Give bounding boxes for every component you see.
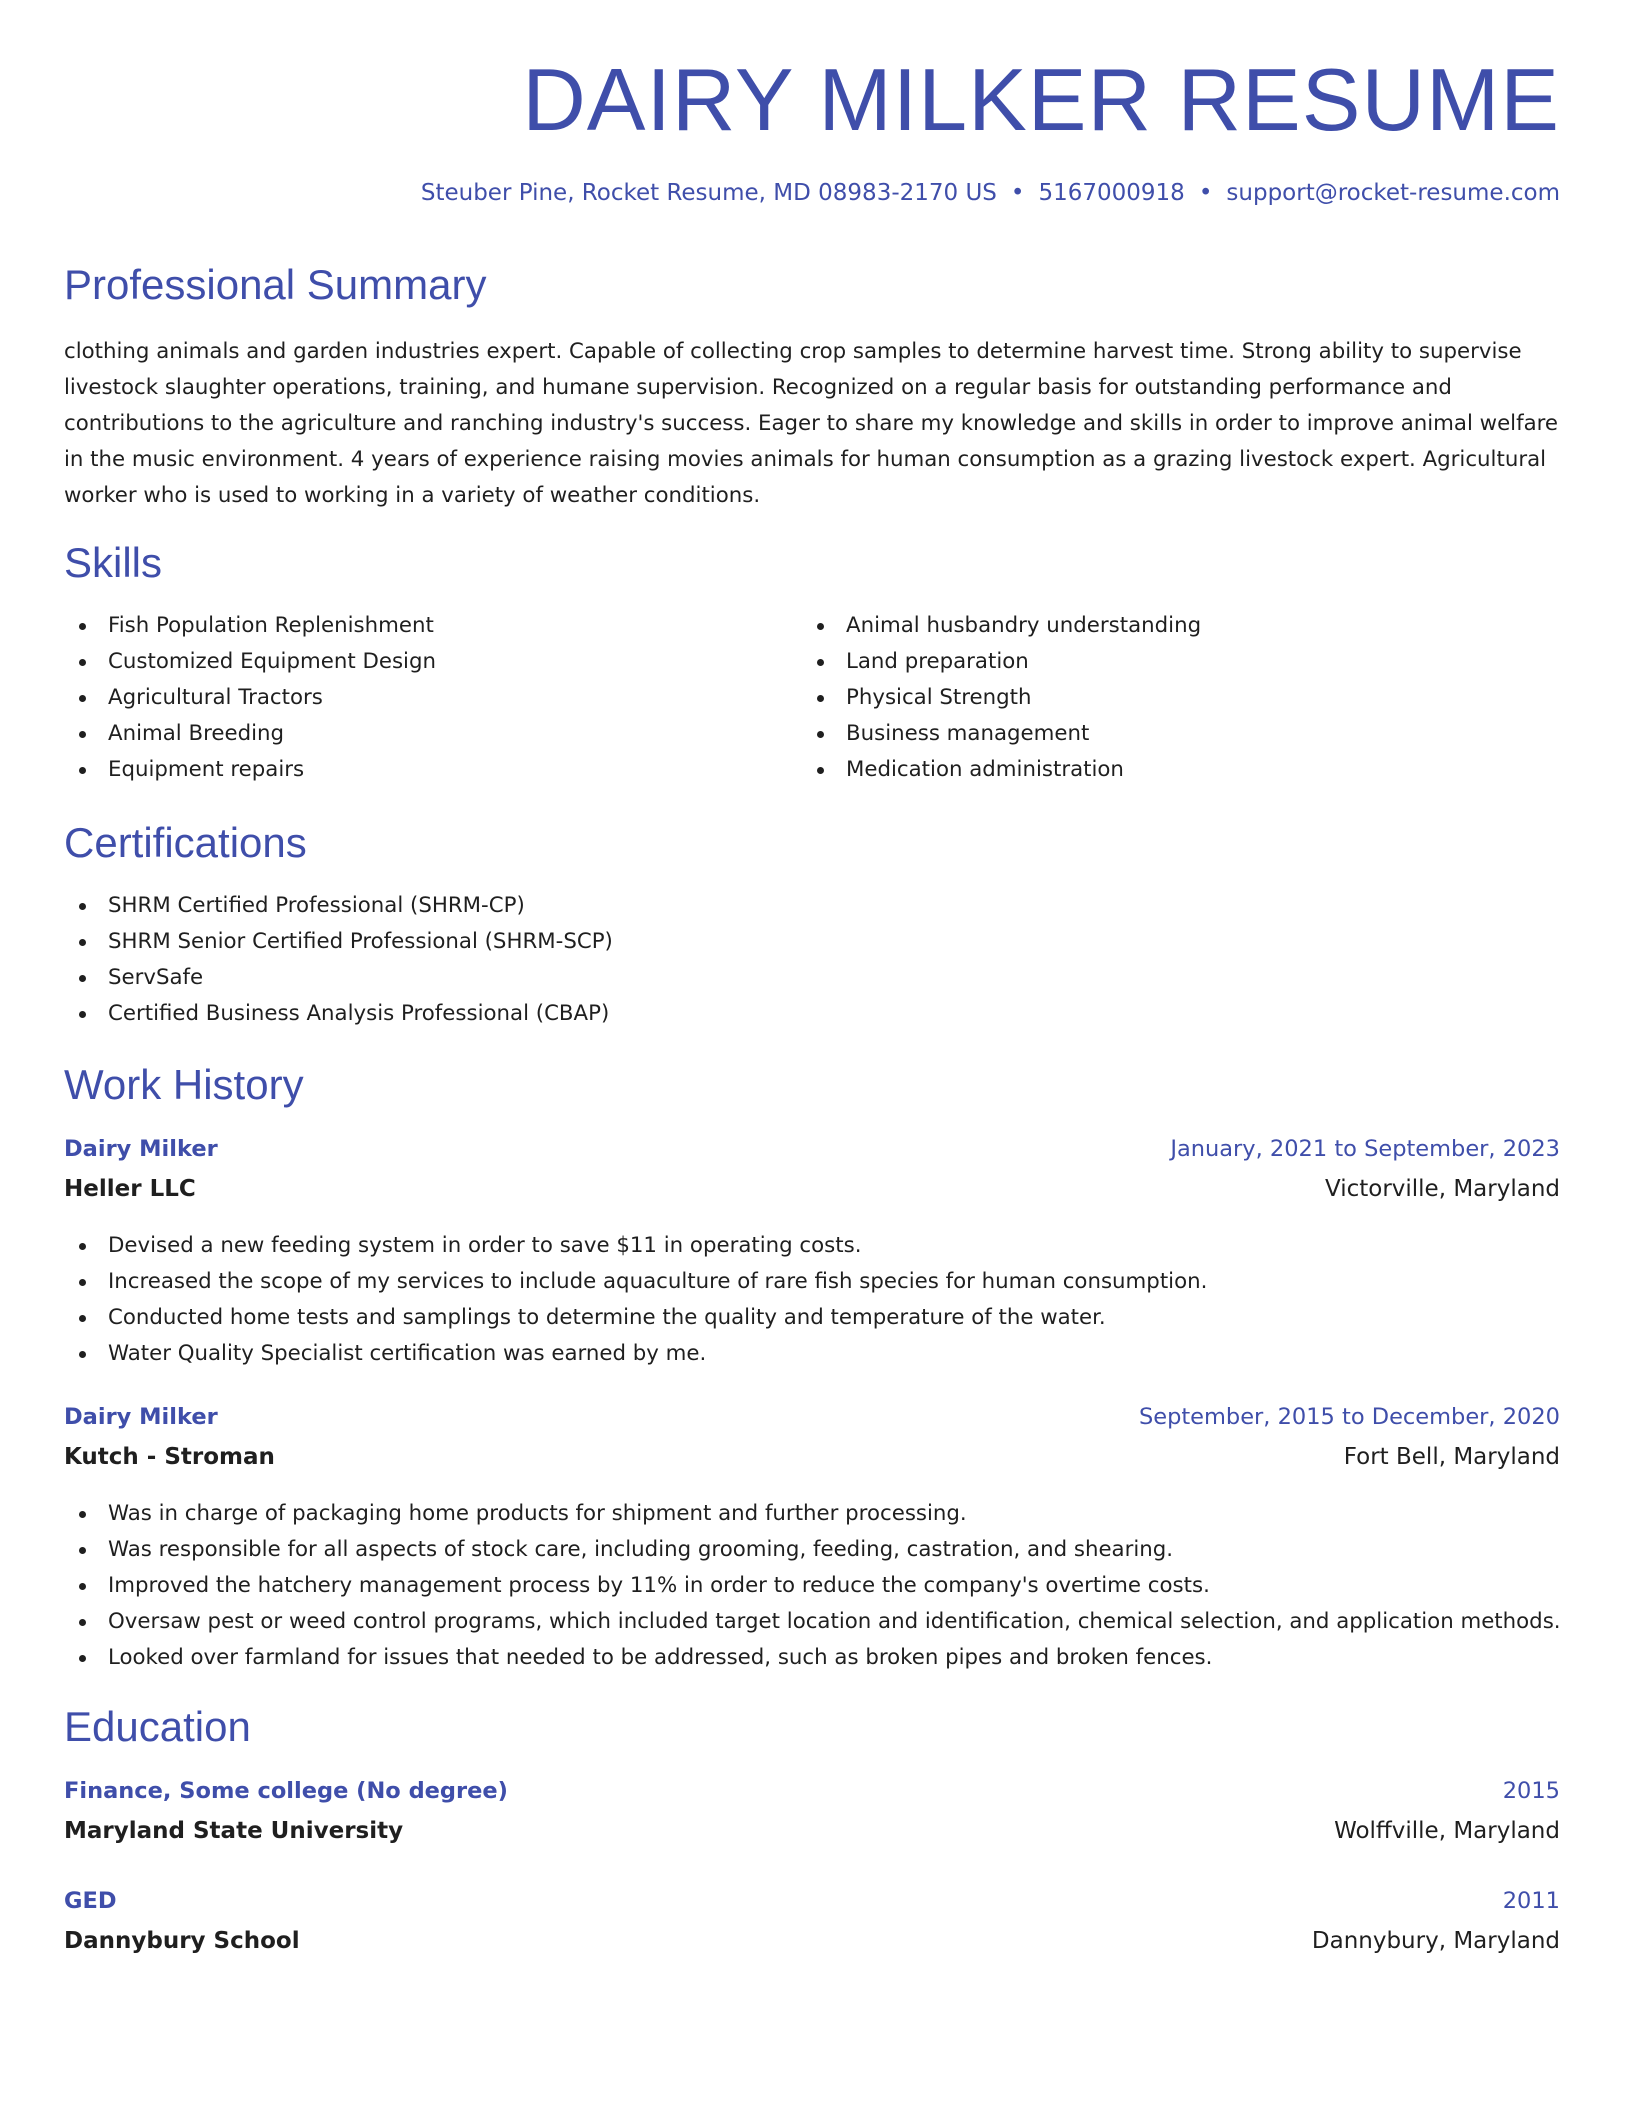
job-bullet: Increased the scope of my services to include aquaculture of rare fish species for human consumption. (64, 1264, 1207, 1300)
skill-item: Medication administration (802, 752, 1201, 788)
skill-item: Equipment repairs (64, 752, 436, 788)
job-company: Kutch - Stroman (64, 1444, 275, 1470)
skill-item: Customized Equipment Design (64, 644, 436, 680)
contact-address: Steuber Pine, Rocket Resume, MD 08983-2170 US (420, 180, 997, 206)
section-title-skills: Skills (64, 539, 163, 586)
job-role: Dairy Milker (64, 1136, 218, 1162)
skills-list-left (64, 608, 436, 788)
skills-list-right (802, 608, 1201, 788)
skill-item: Agricultural Tractors (64, 680, 436, 716)
section-title-education: Education (64, 1703, 251, 1750)
skill-item: Land preparation (802, 644, 1201, 680)
skill-item: Business management (802, 716, 1201, 752)
job-bullet: Improved the hatchery management process by 11% in order to reduce the company's overtime costs. (64, 1568, 1561, 1604)
job-header (64, 1404, 1560, 1440)
job-bullet: Conducted home tests and samplings to determine the quality and temperature of the water. (64, 1300, 1207, 1336)
job-location: Victorville, Maryland (1324, 1176, 1560, 1202)
contact-separator: • (1010, 180, 1025, 206)
summary-text: clothing animals and garden industries expert. Capable of collecting crop samples to determine harvest time. Strong ability to supervise livestock slaughter operations, training, and humane supervision. Recognized on a regular basis for outstanding performance and contributions to the agriculture and ranching industry's success. Eager to share my knowledge and skills in order to improve animal welfare in the music environment. 4 years of experience raising movies animals for human consumption as a grazing livestock expert. Agricultural worker who is used to working in a variety of weather conditions. (64, 339, 1559, 508)
job-bullets (64, 1228, 1207, 1372)
job-bullet: Water Quality Specialist certification was earned by me. (64, 1336, 1207, 1372)
contact-line (421, 180, 1560, 206)
job-bullet: Oversaw pest or weed control programs, which included target location and identification, chemical selection, and application methods. (64, 1604, 1561, 1640)
job-company: Heller LLC (64, 1176, 196, 1202)
contact-separator: • (1198, 180, 1213, 206)
education-subheader (64, 1818, 1560, 1854)
education-degree: GED (64, 1888, 117, 1914)
education-location: Wolffville, Maryland (1334, 1818, 1560, 1844)
job-bullet: Was responsible for all aspects of stock care, including grooming, feeding, castration, and shearing. (64, 1532, 1561, 1568)
certification-item: Certified Business Analysis Professional (CBAP) (64, 996, 613, 1032)
education-location: Dannybury, Maryland (1311, 1928, 1560, 1954)
certification-item: SHRM Certified Professional (SHRM-CP) (64, 888, 613, 924)
job-role: Dairy Milker (64, 1404, 218, 1430)
education-year: 2015 (1502, 1778, 1560, 1804)
contact-phone: 5167000918 (1038, 180, 1185, 206)
job-header (64, 1136, 1560, 1172)
resume-title: DAIRY MILKER RESUME (522, 50, 1560, 149)
certification-item: ServSafe (64, 960, 613, 996)
job-bullets (64, 1496, 1561, 1676)
contact-email: support@rocket-resume.com (1226, 180, 1560, 206)
skill-item: Fish Population Replenishment (64, 608, 436, 644)
skill-item: Animal husbandry understanding (802, 608, 1201, 644)
job-bullet: Was in charge of packaging home products for shipment and further processing. (64, 1496, 1561, 1532)
job-bullet: Devised a new feeding system in order to save $11 in operating costs. (64, 1228, 1207, 1264)
job-dates: January, 2021 to September, 2023 (1170, 1136, 1560, 1162)
job-subheader (64, 1444, 1560, 1480)
section-title-summary: Professional Summary (64, 261, 487, 308)
education-school: Maryland State University (64, 1818, 404, 1844)
section-title-certifications: Certifications (64, 819, 307, 866)
job-dates: September, 2015 to December, 2020 (1138, 1404, 1560, 1430)
education-year: 2011 (1502, 1888, 1560, 1914)
section-title-work-history: Work History (64, 1061, 304, 1108)
skill-item: Animal Breeding (64, 716, 436, 752)
job-location: Fort Bell, Maryland (1343, 1444, 1560, 1470)
certification-item: SHRM Senior Certified Professional (SHRM-SCP) (64, 924, 613, 960)
education-subheader (64, 1928, 1560, 1964)
education-school: Dannybury School (64, 1928, 300, 1954)
education-degree: Finance, Some college (No degree) (64, 1778, 508, 1804)
education-header (64, 1778, 1560, 1814)
job-bullet: Looked over farmland for issues that needed to be addressed, such as broken pipes and broken fences. (64, 1640, 1561, 1676)
job-subheader (64, 1176, 1560, 1212)
education-header (64, 1888, 1560, 1924)
skill-item: Physical Strength (802, 680, 1201, 716)
certifications-list (64, 888, 613, 1032)
